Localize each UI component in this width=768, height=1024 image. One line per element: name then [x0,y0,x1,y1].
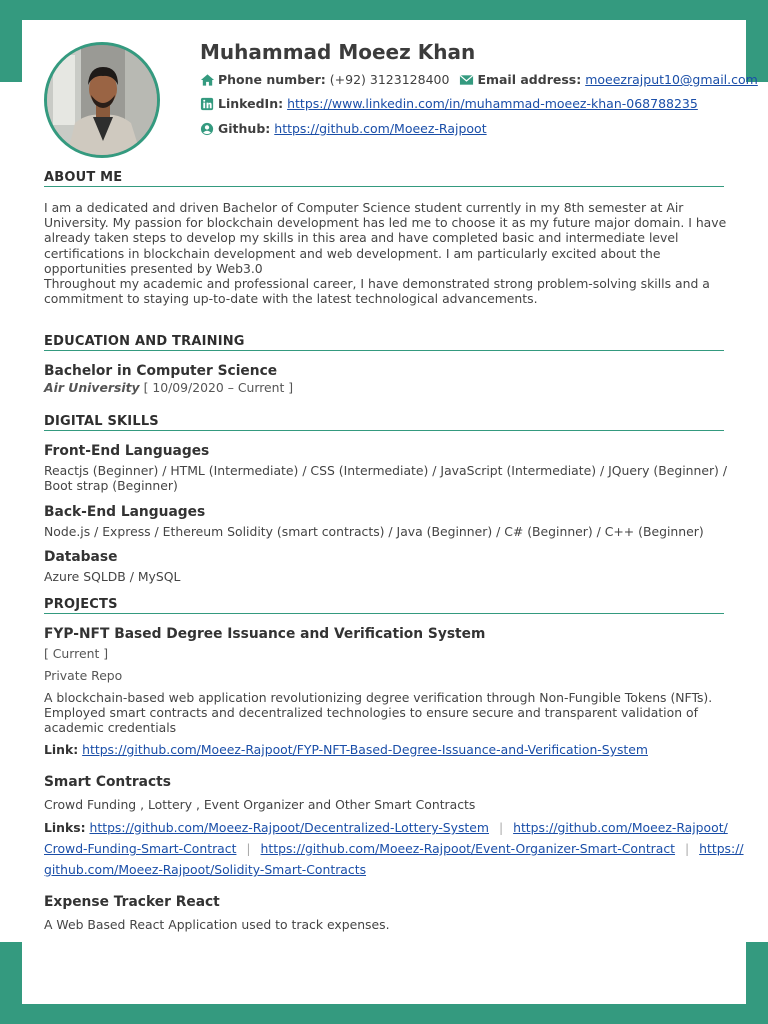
left-border-top [0,0,22,82]
event-organizer-repo-link[interactable]: https://github.com/Moeez-Rajpoot/Event-Organizer-Smart-Contract [260,841,676,856]
phone-number: (+92) 3123128400 [329,72,450,87]
envelope-icon [459,73,474,87]
bottom-border [0,1004,768,1024]
candidate-name: Muhammad Moeez Khan [200,40,476,64]
links-label: Links: [44,820,86,835]
projects-heading: PROJECTS [44,597,724,614]
contact-row-1 [200,72,758,87]
crowdfunding-repo-link-cont[interactable]: Crowd-Funding-Smart-Contract [44,841,237,856]
link-separator: | [684,841,690,856]
contact-row-2 [200,96,698,111]
project-title-expense-tracker: Expense Tracker React [44,894,220,910]
about-heading: ABOUT ME [44,170,724,187]
fyp-repo-link[interactable]: https://github.com/Moeez-Rajpoot/FYP-NFT-Based-Degree-Issuance-and-Verification-System [82,742,648,757]
smart-links-row-1 [44,820,728,835]
link-separator: | [498,820,504,835]
email-label: Email address: [477,72,582,87]
profile-photo [44,42,160,158]
education-dates: [ 10/09/2020 – Current ] [143,380,294,395]
solidity-repo-link[interactable]: https:// [699,841,744,856]
degree-title: Bachelor in Computer Science [44,363,278,379]
linkedin-label: LinkedIn: [218,96,284,111]
skill-group-text: Reactjs (Beginner) / HTML (Intermediate) / CSS (Intermediate) / JavaScript (Intermediate) / JQuery (Beginner) / Boot strap (Beginner) [44,463,728,494]
user-circle-icon [200,122,215,136]
about-paragraph-1: I am a dedicated and driven Bachelor of Computer Science student currently in my 8th semester at Air University. My passion for blockchain development has led me to choose it as my future major domain. I have already taken steps to develop my skills in this area and have completed basic and intermediate level certifications in blockchain development and web development. I am particularly excited about the opportunities presented by Web3.0 [44,200,727,276]
link-label: Link: [44,742,79,757]
project-description-fyp: A blockchain-based web application revolutionizing degree verification through Non-Fungible Tokens (NFTs). Employed smart contracts and decentralized technologies to ensure secure and transparent validation of academic credentials [44,690,713,736]
skill-group-text: Azure SQLDB / MySQL [44,569,181,584]
home-icon [200,73,215,87]
skill-group-title: Back-End Languages [44,504,206,520]
solidity-repo-link-cont[interactable]: github.com/Moeez-Rajpoot/Solidity-Smart-Contracts [44,862,367,877]
school-name: Air University [44,380,140,395]
project-repo: Private Repo [44,668,123,683]
link-separator: | [246,841,251,856]
project-link-row-fyp [44,742,728,757]
smart-links-row-3 [44,862,728,877]
education-heading: EDUCATION AND TRAINING [44,334,724,351]
phone-label: Phone number: [218,72,326,87]
about-text [44,200,728,306]
project-title-smart-contracts: Smart Contracts [44,774,171,790]
lottery-repo-link[interactable]: https://github.com/Moeez-Rajpoot/Decentralized-Lottery-System [89,820,489,835]
project-title-fyp: FYP-NFT Based Degree Issuance and Verification System [44,626,486,642]
linkedin-link[interactable]: https://www.linkedin.com/in/muhammad-moeez-khan-068788235 [287,96,698,111]
linkedin-icon [200,97,215,111]
about-paragraph-2: Throughout my academic and professional career, I have demonstrated strong problem-solving skills and a commitment to staying up-to-date with the latest technological advancements. [44,276,710,307]
project-description-expense-tracker: A Web Based React Application used to track expenses. [44,917,390,932]
skill-group-title: Front-End Languages [44,443,210,459]
smart-links-row-2 [44,841,744,856]
education-meta [44,380,293,395]
project-description-smart-contracts: Crowd Funding , Lottery , Event Organizer and Other Smart Contracts [44,797,476,812]
top-border [0,0,768,20]
project-status: [ Current ] [44,646,109,661]
skill-group-text: Node.js / Express / Ethereum Solidity (smart contracts) / Java (Beginner) / C# (Beginner) / C++ (Beginner) [44,524,704,539]
skills-heading: DIGITAL SKILLS [44,414,724,431]
github-label: Github: [218,121,271,136]
right-border-top [746,0,768,82]
skill-group-title: Database [44,549,118,565]
contact-row-3 [200,121,487,136]
crowdfunding-repo-link[interactable]: https://github.com/Moeez-Rajpoot/ [513,820,728,835]
email-link[interactable]: moeezrajput10@gmail.com [585,72,758,87]
github-link[interactable]: https://github.com/Moeez-Rajpoot [274,121,487,136]
person-photo-icon [47,45,157,155]
